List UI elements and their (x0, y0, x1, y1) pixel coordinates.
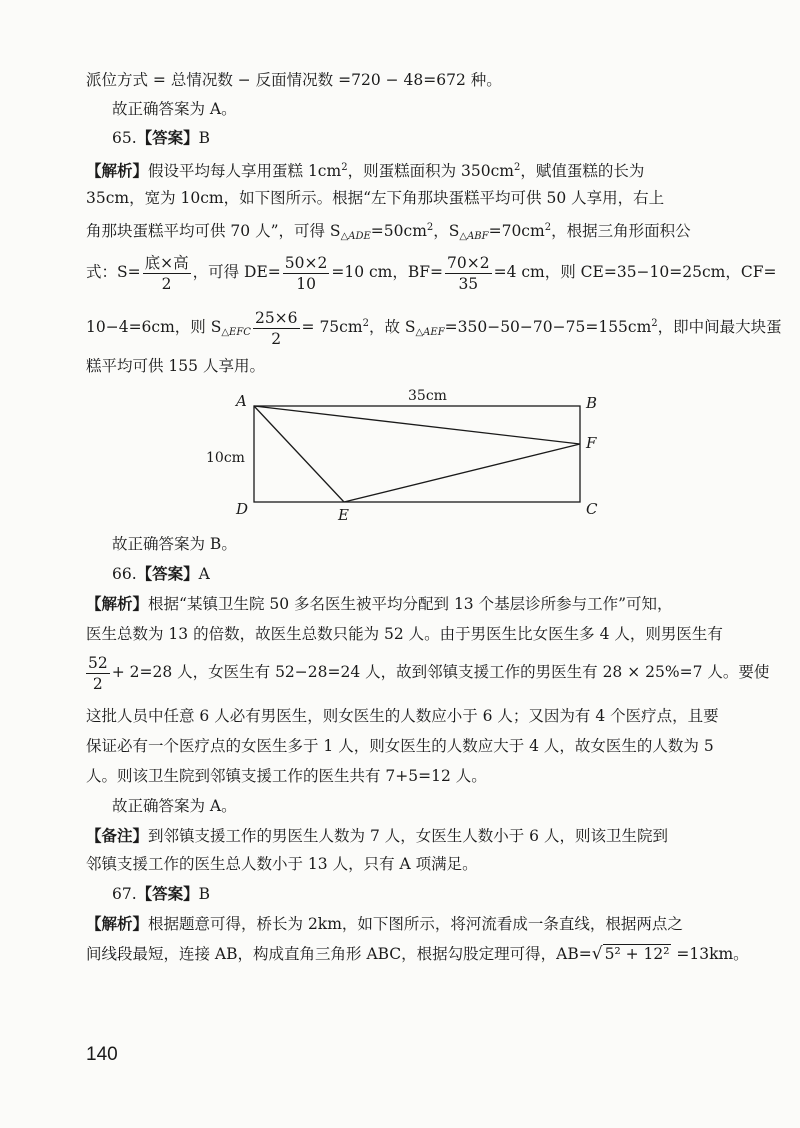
answer-conclusion: 故正确答案为 B。 (112, 535, 237, 553)
question-67-answer (112, 882, 210, 906)
explanation-line (86, 156, 644, 183)
answer-letter: B (198, 885, 211, 903)
numerator: 50×2 (284, 253, 328, 272)
text-line: 人。则该卫生院到邻镇支援工作的医生共有 7+5=12 人。 (86, 767, 487, 785)
fraction (86, 653, 110, 694)
fraction (283, 253, 330, 294)
text-seg: ，可得 DE= (192, 263, 281, 281)
note-line (86, 824, 668, 848)
subscript: △EFC (221, 327, 251, 338)
denominator: 2 (271, 329, 282, 348)
text-seg: 10−4=6cm，则 S (86, 318, 222, 336)
label-C: C (586, 500, 598, 518)
fraction (445, 253, 492, 294)
denominator: 10 (296, 274, 316, 293)
text-line: 保证必有一个医疗点的女医生多于 1 人，则女医生的人数应大于 4 人，故女医生的人数为 5 (86, 737, 714, 755)
answer-tag: 【答案】 (136, 884, 199, 903)
text-seg: ，即中间最大块蛋 (657, 318, 782, 336)
text-seg: ，赋值蛋糕的长为 (520, 162, 645, 180)
question-66-answer (112, 562, 210, 586)
formula-line (86, 942, 749, 966)
denominator: 2 (161, 274, 172, 293)
outer-rectangle (254, 406, 580, 502)
superscript: 2 (651, 318, 658, 329)
denominator: 2 (92, 674, 103, 693)
text-seg: 间线段最短，连接 AB，构成直角三角形 ABC，根据勾股定理可得，AB= (86, 945, 592, 963)
text-line: 这批人员中任意 6 人必有男医生，则女医生的人数应小于 6 人；又因为有 4 个医疗点，且要 (86, 707, 719, 725)
numerator: 底×高 (144, 253, 189, 272)
fraction (143, 253, 191, 294)
text-seg: ，根据三角形面积公 (551, 222, 691, 240)
text-line: 派位方式 = 总情况数 − 反面情况数 =720 − 48=672 种。 (86, 71, 502, 89)
note-tag: 【备注】 (86, 826, 149, 845)
question-number: 66. (112, 565, 137, 583)
explanation-tag: 【解析】 (86, 914, 149, 933)
label-E: E (338, 506, 349, 522)
text-line: 35cm，宽为 10cm，如下图所示。根据“左下角那块蛋糕平均可供 50 人享用，右上 (86, 189, 665, 207)
question-number: 67. (112, 885, 137, 903)
page-number: 140 (86, 1044, 118, 1065)
formula-line (86, 250, 776, 294)
square-root-expression: 5² + 12² (604, 945, 670, 963)
text-seg: =70cm (488, 222, 545, 240)
text-seg: =10 cm，BF= (331, 263, 444, 281)
explanation-tag: 【解析】 (86, 594, 149, 613)
text-seg: =13km。 (671, 945, 749, 963)
numerator: 25×6 (254, 308, 298, 327)
fraction (253, 308, 300, 349)
answer-conclusion: 故正确答案为 A。 (112, 100, 237, 118)
label-A: A (236, 392, 247, 410)
text-seg: 角那块蛋糕平均可供 70 人”，可得 S (86, 222, 341, 240)
text-line: 医生总数为 13 的倍数，故医生总数只能为 52 人。由于男医生比女医生多 4 人，则男医生有 (86, 625, 723, 643)
dimension-left: 10cm (206, 450, 245, 466)
question-number: 65. (112, 129, 137, 147)
denominator: 35 (458, 274, 479, 293)
text-seg: = 75cm (301, 318, 363, 336)
radical-sign: √ (591, 944, 603, 964)
text-seg: 假设平均每人享用蛋糕 1cm (148, 162, 342, 180)
rectangle-diagram (200, 386, 620, 522)
segment-AE (254, 406, 344, 502)
text-seg: 式：S= (86, 263, 141, 281)
superscript: 2 (362, 318, 369, 329)
answer-letter: B (198, 129, 211, 147)
formula-line (86, 650, 769, 694)
subscript: △ADE (340, 231, 371, 242)
answer-letter: A (198, 565, 210, 583)
answer-tag: 【答案】 (136, 564, 199, 583)
superscript: 2 (426, 222, 434, 233)
numerator: 52 (88, 653, 108, 672)
numerator: 70×2 (447, 253, 490, 272)
text-seg: 根据题意可得，桥长为 2km，如下图所示，将河流看成一条直线，根据两点之 (148, 915, 683, 933)
formula-line (86, 302, 782, 355)
text-seg: + 2=28 人，女医生有 52−28=24 人，故到邻镇支援工作的男医生有 28 × 25%=7 人。要使 (111, 663, 770, 681)
label-D: D (236, 500, 249, 518)
subscript: △ABF (459, 231, 489, 242)
text-seg: ，故 S (368, 318, 416, 336)
explanation-line (86, 912, 683, 936)
label-F: F (586, 434, 597, 452)
subscript: △AEF (415, 327, 445, 338)
explanation-tag: 【解析】 (86, 161, 149, 180)
text-seg: =4 cm，则 CE=35−10=25cm，CF= (493, 263, 777, 281)
superscript: 2 (513, 162, 521, 173)
text-seg: ，S (433, 222, 460, 240)
text-seg: ，则蛋糕面积为 350cm (347, 162, 514, 180)
text-seg: 到邻镇支援工作的男医生人数为 7 人，女医生人数小于 6 人，则该卫生院到 (148, 827, 668, 845)
label-B: B (586, 394, 598, 412)
question-65-answer (112, 126, 210, 150)
text-line: 糕平均可供 155 人享用。 (86, 357, 265, 375)
text-seg: 根据“某镇卫生院 50 多名医生被平均分配到 13 个基层诊所参与工作”可知， (148, 595, 673, 613)
segment-EF (344, 444, 580, 502)
dimension-top: 35cm (408, 388, 447, 404)
text-line (86, 216, 691, 249)
segment-AF (254, 406, 580, 444)
text-seg: =350−50−70−75=155cm (444, 318, 652, 336)
text-seg: =50cm (370, 222, 427, 240)
explanation-line (86, 592, 673, 616)
text-line: 邻镇支援工作的医生总人数小于 13 人，只有 A 项满足。 (86, 855, 478, 873)
superscript: 2 (341, 162, 348, 173)
answer-tag: 【答案】 (136, 128, 199, 147)
answer-conclusion: 故正确答案为 A。 (112, 797, 237, 815)
superscript: 2 (544, 222, 552, 233)
